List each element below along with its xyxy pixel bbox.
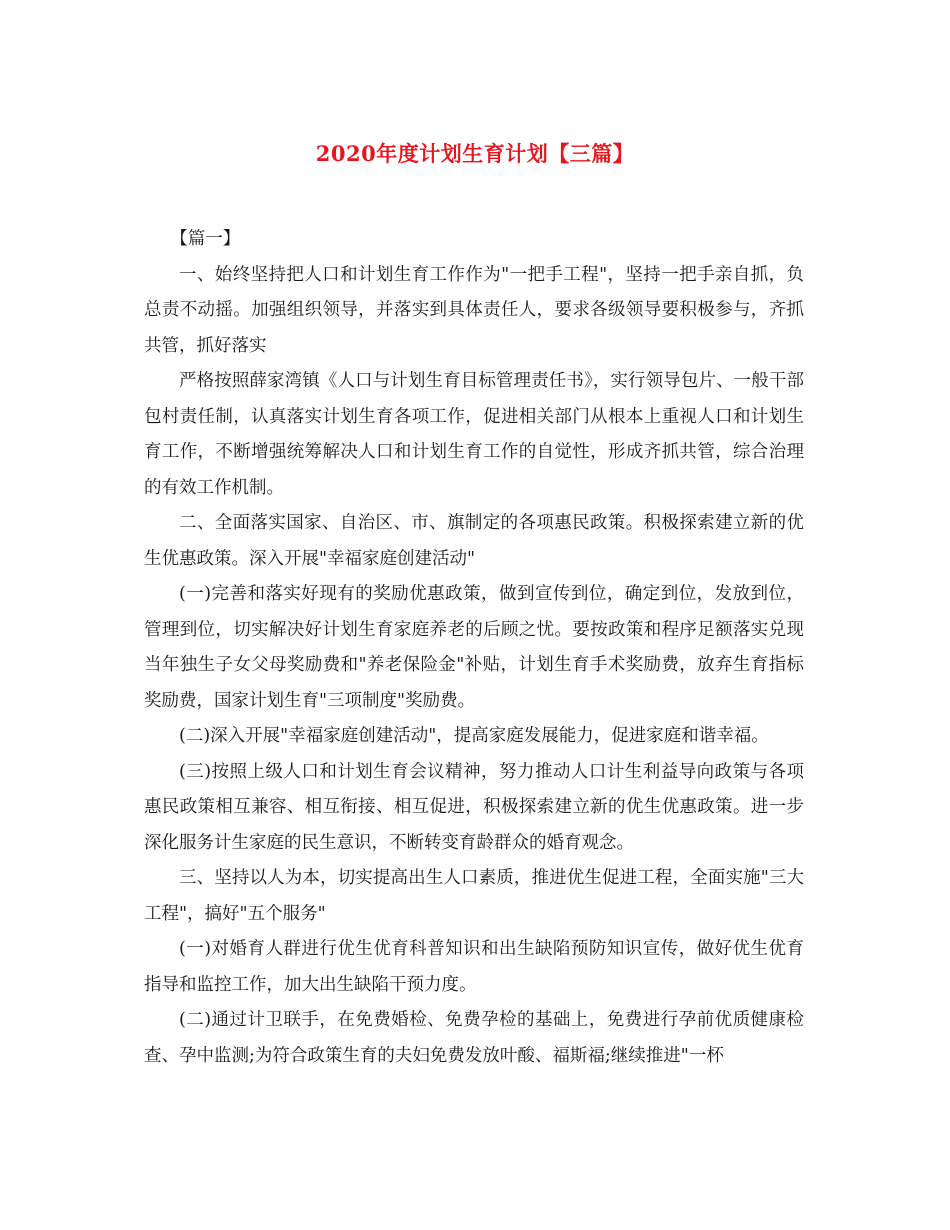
document-title: 2020年度计划生育计划【三篇】 bbox=[315, 141, 635, 166]
document-body bbox=[144, 222, 804, 1074]
paragraph: 一、始终坚持把人口和计划生育工作作为"一把手工程"，坚持一把手亲自抓，负总责不动摇。加强组织领导，并落实到具体责任人，要求各级领导要积极参与，齐抓共管，抓好落实 bbox=[144, 264, 804, 356]
paragraph: 严格按照薛家湾镇《人口与计划生育目标管理责任书》，实行领导包片、一般干部包村责任制，认真落实计划生育各项工作，促进相关部门从根本上重视人口和计划生育工作，不断增强统筹解决人口和计划生育工作的自觉性，形成齐抓共管，综合治理的有效工作机制。 bbox=[144, 371, 804, 498]
paragraph: 三、坚持以人为本，切实提高出生人口素质，推进优生促进工程，全面实施"三大工程"，搞好"五个服务" bbox=[144, 868, 804, 924]
paragraph: 二、全面落实国家、自治区、市、旗制定的各项惠民政策。积极探索建立新的优生优惠政策。深入开展"幸福家庭创建活动" bbox=[144, 513, 804, 569]
paragraph: (三)按照上级人口和计划生育会议精神，努力推动人口计生利益导向政策与各项惠民政策相互兼容、相互衔接、相互促进，积极探索建立新的优生优惠政策。进一步深化服务计生家庭的民生意识，不断转变育龄群众的婚育观念。 bbox=[144, 761, 804, 853]
section-label: 【篇一】 bbox=[170, 229, 241, 249]
paragraph: (二)通过计卫联手，在免费婚检、免费孕检的基础上，免费进行孕前优质健康检查、孕中监测;为符合政策生育的夫妇免费发放叶酸、福斯福;继续推进"一杯 bbox=[144, 1010, 804, 1066]
paragraph: (一)对婚育人群进行优生优育科普知识和出生缺陷预防知识宣传，做好优生优育指导和监控工作，加大出生缺陷干预力度。 bbox=[144, 939, 804, 995]
paragraph: (一)完善和落实好现有的奖励优惠政策，做到宣传到位，确定到位，发放到位，管理到位，切实解决好计划生育家庭养老的后顾之忧。要按政策和程序足额落实兑现当年独生子女父母奖励费和"养老保险金"补贴，计划生育手术奖励费，放弃生育指标奖励费，国家计划生育"三项制度"奖励费。 bbox=[144, 584, 804, 711]
paragraph: (二)深入开展"幸福家庭创建活动"，提高家庭发展能力，促进家庭和谐幸福。 bbox=[179, 726, 769, 746]
